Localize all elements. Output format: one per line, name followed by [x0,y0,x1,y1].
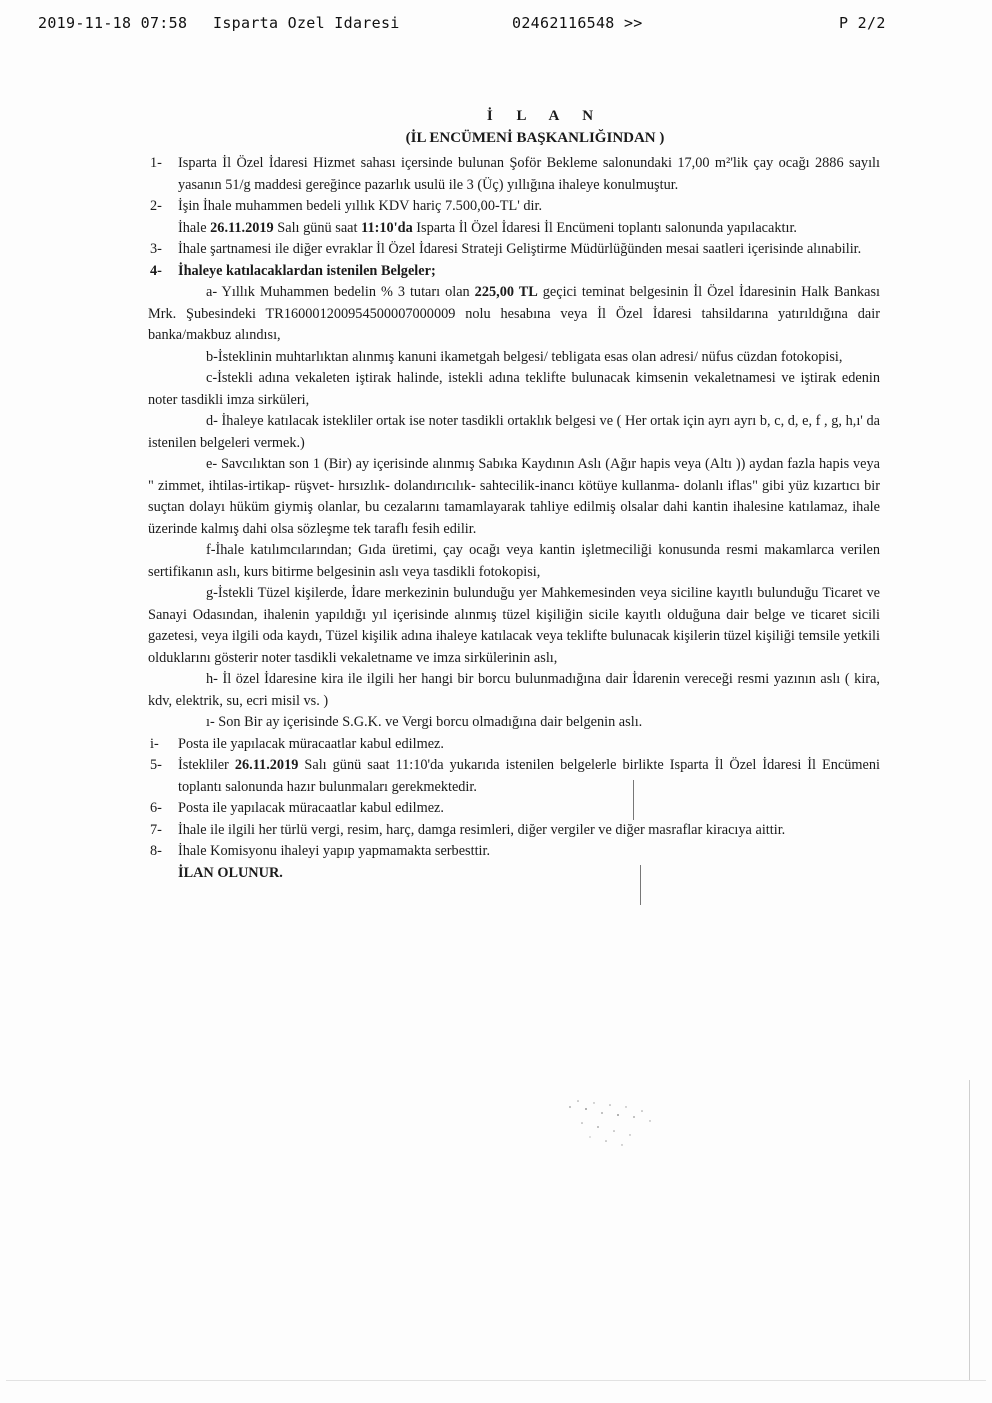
required-documents [150,282,880,734]
document-f: f-İhale katılımcılarından; Gıda üretimi, çay ocağı veya kantin işletmeciliği konusunda resmi makamlarca verilen sertifikanın aslı, kurs bitirme belgesinin aslı veya tasdikli fotokopisi, [148,542,880,580]
guarantee-amount: 225,00 TL [474,284,538,300]
notice-item-5 [150,755,880,798]
item-text: İhaleye katılacaklardan istenilen Belgeler; [178,262,436,279]
item-text: İhale Komisyonu ihaleyi yapıp yapmamakta serbesttir. [178,843,491,859]
item-text: Isparta İl Özel İdaresi Hizmet sahası içersinde bulunan Şoför Bekleme salonundaki 17,00 m²'lik çay ocağı 2886 sayılı yasanın 51/g maddesi gereğince pazarlık usulü ile 3 (Üç) yıllığına ihaleye konulmuştur. [178,155,880,193]
fax-number: 02462116548 >> [512,14,643,32]
text-fragment: İstekliler [178,757,235,773]
item-number: 4- [150,262,162,279]
item-text: İhale şartnamesi ile diğer evraklar İl Özel İdaresi Strateji Geliştirme Müdürlüğünden mesai saatleri içerisinde alınabilir. [178,241,862,257]
item-number: 1- [150,155,162,171]
scan-streak [640,865,641,905]
item-text: Posta ile yapılacak müracaatlar kabul edilmez. [178,735,444,752]
closing-line: İLAN OLUNUR. [178,864,283,881]
item-number: 7- [150,821,162,838]
fax-datetime: 2019-11-18 07:58 [38,14,188,32]
item-text [178,755,880,798]
notice-item-8 [150,841,880,863]
text-fragment: Salı günü saat [273,219,362,236]
text-fragment: Salı günü saat 11:10'da yukarıda istenilen belgelerle birlikte Isparta İl Özel İdaresi İl Encümeni toplantı salonunda hazır bulunmaları gerekmektedir. [178,757,880,795]
scan-streak [633,780,634,820]
notice-item-2 [150,196,880,218]
notice-item-7 [150,820,880,842]
notice-item-2-continued [150,218,880,240]
document-a [148,282,880,347]
notice-item-1 [150,153,880,196]
item-number: 8- [150,843,162,859]
notice-item-6 [150,798,880,820]
text-fragment: Isparta İl Özel İdaresi İl Encümeni toplantı salonunda yapılacaktır. [412,219,798,236]
fax-sender: Isparta Ozel Idaresi [213,14,400,32]
text-fragment: a- Yıllık Muhammen bedelin % 3 tutarı olan [206,284,475,300]
notice-item-i [150,734,880,756]
document-c: c-İstekli adına vekaleten iştirak halinde, istekli adına teklifte bulunacak kimsenin vekaletnamesi ve iştirak edenin noter tasdikli imza sirküleri, [148,370,880,408]
document-d: d- İhaleye katılacak istekliler ortak ise noter tasdikli ortaklık belgesi ve ( Her ortak için ayrı ayrı b, c, d, e, f , g, h,ı' da istenilen belgeleri vermek.) [148,413,880,451]
item-number: 6- [150,800,162,816]
document-b: b-İsteklinin muhtarlıktan alınmış kanuni ikametgah belgesi/ tebligata esas olan adresi/ nüfus cüzdan fotokopisi, [206,348,843,365]
fax-header [0,14,992,38]
document-i: ı- Son Bir ay içerisinde S.G.K. ve Vergi borcu olmadığına dair belgenin aslı. [206,714,643,730]
item-number: 5- [150,757,162,773]
scan-edge [969,1080,970,1380]
scan-specks [560,1095,670,1155]
tender-time: 11:10'da [361,219,413,236]
document-h: h- İl özel İdaresine kira ile ilgili her hangi bir borcu bulunmadığına dair İdarenin vereceği resmi yazının aslı ( kira, kdv, elektrik, su, ecri misil vs. ) [148,671,880,709]
item-text: Posta ile yapılacak müracaatlar kabul edilmez. [178,800,444,816]
item-number: i- [150,735,159,752]
text-fragment: İhale [178,219,211,236]
text-fragment: geçici teminat belgesinin İl Özel İdaresinin Halk Bankası Mrk. Şubesindeki TR160001200954500007000009 nolu hesabına veya İl Özel İdaresi tahsildarına yatırıldığına dair banka/makbuz alındısı, [148,284,881,343]
item-text: İhale ile ilgili her türlü vergi, resim, harç, damga resimleri, diğer vergiler ve diğer masraflar kiracıya aittir. [178,821,786,838]
tender-date: 26.11.2019 [210,219,274,236]
scan-edge [6,1380,986,1381]
notice-body [150,106,880,884]
fax-page-number: P 2/2 [839,14,886,32]
item-text: İşin İhale muhammen bedeli yıllık KDV hariç 7.500,00-TL' dir. [178,198,543,214]
document-e: e- Savcılıktan son 1 (Bir) ay içerisinde alınmış Sabıka Kaydının Aslı (Ağır hapis veya (Altı )) aydan fazla hapis veya " zimmet, ihtilas-irtikap- rüşvet- hırsızlık- dolandırıcılık- sahtecilik-inancı kötüye kullanma- dolanlı iflas" gibi yüz kızartıcı bir suçtan dolayı hüküm giymiş olanlar, bu cezalarını tamamlayarak tahliye edilmiş olsalar dahi kantin ihalesine katılamaz, ihale üzerinde kalmış dahi olsa sözleşme tek taraflı fesih edilir. [148,456,880,537]
document-g: g-İstekli Tüzel kişilerde, İdare merkezinin bulunduğu yer Mahkemesinden veya siciline kayıtlı bulunduğu Ticaret ve Sanayi Odasından, ihalenin yapıldığı yıl içerisinde alınmış tüzel kişiliğin sicile kayıtlı olduğuna dair belge ve ticaret sicili gazetesi, veya ilgili oda kaydı, Tüzel kişilik adına ihaleye katılacak veya teklifte bulunacak kişilerin tüzel kişiliği temsile yetkili olduklarını gösterir noter tasdikli vekaletname ve imza sirkülerinin aslı, [148,585,880,666]
notice-title: İ L A N [486,108,604,124]
application-date: 26.11.2019 [234,757,299,773]
notice-item-3 [150,239,880,261]
item-number: 2- [150,198,162,214]
notice-item-4 [150,261,880,283]
notice-subtitle: (İL ENCÜMENİ BAŞKANLIĞINDAN ) [405,129,665,146]
item-number: 3- [150,241,162,257]
